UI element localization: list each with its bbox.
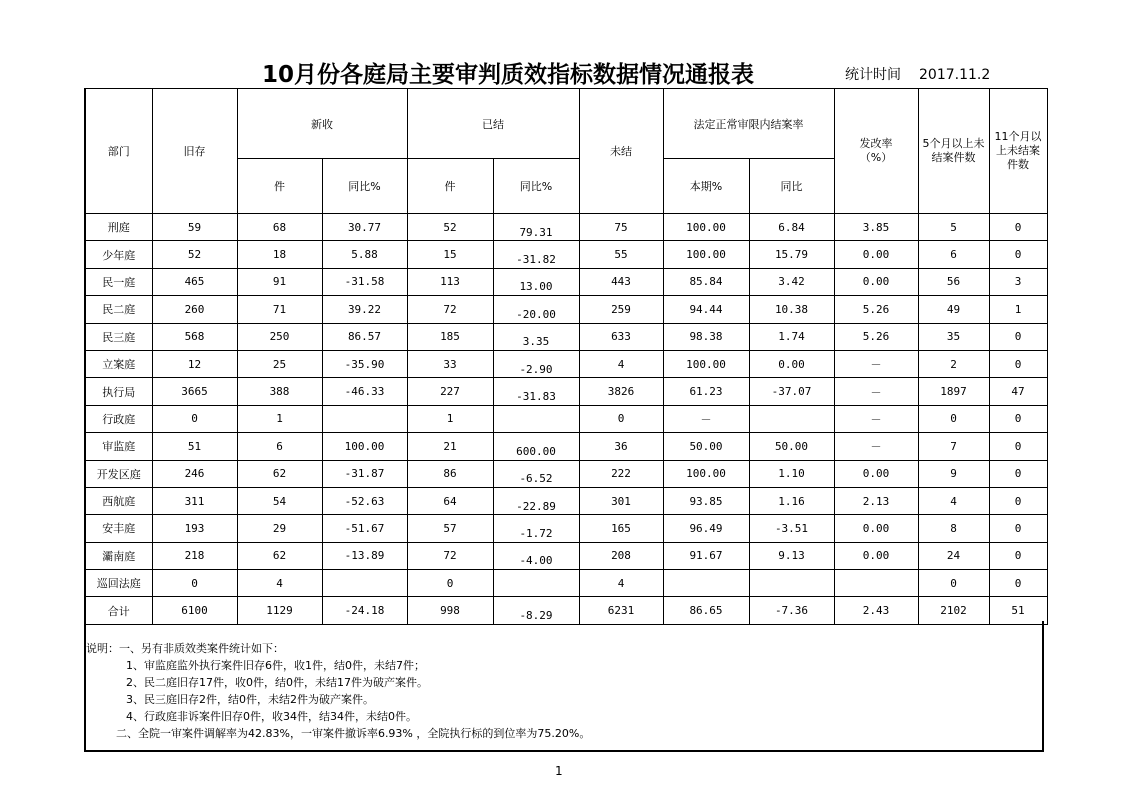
- cell-new-yoy: -52.63: [322, 487, 407, 514]
- cell-rate: 86.65: [663, 597, 749, 624]
- header-closed-count: 件: [407, 159, 493, 214]
- cell-over5: 0: [918, 570, 989, 597]
- cell-over5: 6: [918, 241, 989, 268]
- header-over5: 5个月以上未结案件数: [918, 89, 989, 214]
- cell-reversal: 5.26: [834, 296, 918, 323]
- cell-over5: 0: [918, 405, 989, 432]
- cell-dept: 合计: [85, 597, 152, 624]
- cell-closed: 185: [407, 323, 493, 350]
- cell-over11: 0: [989, 542, 1047, 569]
- note-line: 4、行政庭非诉案件旧存0件，收34件，结34件，未结0件。: [126, 710, 417, 723]
- cell-reversal: 2.13: [834, 487, 918, 514]
- cell-dept: 巡回法庭: [85, 570, 152, 597]
- cell-over5: 1897: [918, 378, 989, 405]
- cell-closed-yoy: 13.00: [493, 268, 579, 295]
- table-row: [85, 323, 1047, 350]
- cell-dept: 审监庭: [85, 433, 152, 460]
- cell-rate-yoy: 6.84: [749, 214, 834, 241]
- cell-old: 51: [152, 433, 237, 460]
- cell-new-yoy: -13.89: [322, 542, 407, 569]
- cell-reversal: 0.00: [834, 241, 918, 268]
- cell-rate: 100.00: [663, 460, 749, 487]
- cell-rate-yoy: 1.74: [749, 323, 834, 350]
- cell-new: 250: [237, 323, 322, 350]
- stat-time-label: 统计时间: [845, 67, 901, 83]
- cell-new-yoy: -35.90: [322, 350, 407, 377]
- cell-new: 68: [237, 214, 322, 241]
- stat-time: [845, 64, 990, 84]
- cell-pending: 75: [579, 214, 663, 241]
- cell-pending: 6231: [579, 597, 663, 624]
- cell-dept: 西航庭: [85, 487, 152, 514]
- note-line: 1、审监庭监外执行案件旧存6件，收1件，结0件，未结7件；: [126, 659, 425, 672]
- cell-old: 311: [152, 487, 237, 514]
- cell-reversal: 5.26: [834, 323, 918, 350]
- header-legal-current: 本期%: [663, 159, 749, 214]
- cell-closed-yoy: 79.31: [493, 214, 579, 241]
- cell-closed: 15: [407, 241, 493, 268]
- cell-rate: [663, 570, 749, 597]
- cell-rate-yoy: 50.00: [749, 433, 834, 460]
- cell-new: 54: [237, 487, 322, 514]
- table-row: [85, 542, 1047, 569]
- cell-over11: 0: [989, 570, 1047, 597]
- cell-over11: 51: [989, 597, 1047, 624]
- cell-over11: 0: [989, 214, 1047, 241]
- cell-over5: 4: [918, 487, 989, 514]
- cell-over5: 2: [918, 350, 989, 377]
- cell-pending: 208: [579, 542, 663, 569]
- cell-new: 62: [237, 542, 322, 569]
- cell-closed-yoy: -4.00: [493, 542, 579, 569]
- table-row: [85, 296, 1047, 323]
- cell-closed: 0: [407, 570, 493, 597]
- cell-new-yoy: -51.67: [322, 515, 407, 542]
- table-row: [85, 350, 1047, 377]
- cell-over11: 0: [989, 487, 1047, 514]
- cell-rate-yoy: 9.13: [749, 542, 834, 569]
- cell-pending: 36: [579, 433, 663, 460]
- cell-new-yoy: [322, 570, 407, 597]
- cell-new-yoy: -31.87: [322, 460, 407, 487]
- cell-reversal: 0.00: [834, 542, 918, 569]
- cell-closed: 72: [407, 296, 493, 323]
- cell-over11: 3: [989, 268, 1047, 295]
- table-row: [85, 241, 1047, 268]
- cell-closed: 86: [407, 460, 493, 487]
- cell-rate-yoy: 3.42: [749, 268, 834, 295]
- header-reversal: 发改率（%）: [834, 89, 918, 214]
- header-new-count: 件: [237, 159, 322, 214]
- cell-rate-yoy: 1.16: [749, 487, 834, 514]
- cell-dept: 民一庭: [85, 268, 152, 295]
- cell-reversal: －: [834, 350, 918, 377]
- cell-closed-yoy: -31.83: [493, 378, 579, 405]
- cell-closed-yoy: -22.89: [493, 487, 579, 514]
- header-closed: 已结: [407, 89, 579, 159]
- cell-over11: 47: [989, 378, 1047, 405]
- cell-reversal: 2.43: [834, 597, 918, 624]
- cell-rate-yoy: 0.00: [749, 350, 834, 377]
- header-new: 新收: [237, 89, 407, 159]
- cell-closed: 57: [407, 515, 493, 542]
- table-row: [85, 487, 1047, 514]
- cell-new: 62: [237, 460, 322, 487]
- cell-over5: 56: [918, 268, 989, 295]
- cell-new: 1: [237, 405, 322, 432]
- cell-dept: 民三庭: [85, 323, 152, 350]
- cell-new: 91: [237, 268, 322, 295]
- table-row: [85, 214, 1047, 241]
- cell-old: 0: [152, 570, 237, 597]
- cell-closed: 52: [407, 214, 493, 241]
- cell-over11: 0: [989, 241, 1047, 268]
- cell-pending: 4: [579, 350, 663, 377]
- note-line: 2、民二庭旧存17件，收0件，结0件，未结17件为破产案件。: [126, 676, 428, 689]
- cell-rate: 96.49: [663, 515, 749, 542]
- cell-new-yoy: 100.00: [322, 433, 407, 460]
- cell-pending: 633: [579, 323, 663, 350]
- cell-rate: －: [663, 405, 749, 432]
- cell-over11: 0: [989, 460, 1047, 487]
- cell-pending: 3826: [579, 378, 663, 405]
- cell-closed-yoy: -31.82: [493, 241, 579, 268]
- cell-pending: 301: [579, 487, 663, 514]
- cell-pending: 165: [579, 515, 663, 542]
- cell-dept: 刑庭: [85, 214, 152, 241]
- cell-dept: 执行局: [85, 378, 152, 405]
- table-row: [85, 433, 1047, 460]
- cell-rate: 100.00: [663, 214, 749, 241]
- cell-over5: 24: [918, 542, 989, 569]
- cell-rate: 98.38: [663, 323, 749, 350]
- stat-time-value: 2017.11.2: [919, 67, 991, 83]
- cell-closed: 72: [407, 542, 493, 569]
- cell-over5: 35: [918, 323, 989, 350]
- notes: [86, 640, 590, 742]
- cell-old: 6100: [152, 597, 237, 624]
- cell-pending: 55: [579, 241, 663, 268]
- cell-over5: 9: [918, 460, 989, 487]
- header-new-yoy: 同比%: [322, 159, 407, 214]
- cell-rate: 93.85: [663, 487, 749, 514]
- cell-rate: 50.00: [663, 433, 749, 460]
- header-dept: 部门: [85, 89, 152, 214]
- cell-new-yoy: 39.22: [322, 296, 407, 323]
- cell-closed: 21: [407, 433, 493, 460]
- table-body: [85, 214, 1047, 625]
- cell-reversal: 0.00: [834, 515, 918, 542]
- cell-over5: 2102: [918, 597, 989, 624]
- cell-new: 25: [237, 350, 322, 377]
- cell-over5: 5: [918, 214, 989, 241]
- table-row: [85, 405, 1047, 432]
- cell-dept: 立案庭: [85, 350, 152, 377]
- cell-rate-yoy: -37.07: [749, 378, 834, 405]
- cell-closed-yoy: -8.29: [493, 597, 579, 624]
- cell-over5: 7: [918, 433, 989, 460]
- table-row: [85, 515, 1047, 542]
- cell-dept: 安丰庭: [85, 515, 152, 542]
- cell-rate: 61.23: [663, 378, 749, 405]
- note-line: 3、民三庭旧存2件，结0件，未结2件为破产案件。: [126, 693, 374, 706]
- page-number: 1: [555, 764, 563, 778]
- cell-closed: 64: [407, 487, 493, 514]
- cell-old: 12: [152, 350, 237, 377]
- cell-closed: 1: [407, 405, 493, 432]
- cell-new-yoy: -24.18: [322, 597, 407, 624]
- table-row: [85, 378, 1047, 405]
- cell-over5: 8: [918, 515, 989, 542]
- cell-closed-yoy: -6.52: [493, 460, 579, 487]
- cell-closed: 33: [407, 350, 493, 377]
- cell-pending: 4: [579, 570, 663, 597]
- cell-new-yoy: 86.57: [322, 323, 407, 350]
- cell-dept: 少年庭: [85, 241, 152, 268]
- cell-new-yoy: -31.58: [322, 268, 407, 295]
- cell-rate: 100.00: [663, 241, 749, 268]
- cell-reversal: 3.85: [834, 214, 918, 241]
- cell-dept: 灞南庭: [85, 542, 152, 569]
- cell-rate: 91.67: [663, 542, 749, 569]
- cell-new: 29: [237, 515, 322, 542]
- header-old: 旧存: [152, 89, 237, 214]
- cell-over11: 0: [989, 350, 1047, 377]
- cell-old: 465: [152, 268, 237, 295]
- header-pending: 未结: [579, 89, 663, 214]
- cell-new: 6: [237, 433, 322, 460]
- cell-over11: 0: [989, 515, 1047, 542]
- cell-old: 246: [152, 460, 237, 487]
- cell-rate-yoy: -3.51: [749, 515, 834, 542]
- header-closed-yoy: 同比%: [493, 159, 579, 214]
- cell-dept: 行政庭: [85, 405, 152, 432]
- cell-old: 568: [152, 323, 237, 350]
- header-legal-rate: 法定正常审限内结案率: [663, 89, 834, 159]
- cell-rate-yoy: [749, 405, 834, 432]
- cell-rate-yoy: [749, 570, 834, 597]
- cell-closed: 227: [407, 378, 493, 405]
- cell-new: 71: [237, 296, 322, 323]
- cell-rate-yoy: 10.38: [749, 296, 834, 323]
- cell-reversal: －: [834, 405, 918, 432]
- cell-rate: 100.00: [663, 350, 749, 377]
- cell-dept: 民二庭: [85, 296, 152, 323]
- cell-pending: 443: [579, 268, 663, 295]
- cell-rate-yoy: 15.79: [749, 241, 834, 268]
- cell-new: 388: [237, 378, 322, 405]
- cell-reversal: －: [834, 433, 918, 460]
- cell-pending: 259: [579, 296, 663, 323]
- table-row: [85, 268, 1047, 295]
- cell-over11: 1: [989, 296, 1047, 323]
- header-over11: 11个月以上未结案件数: [989, 89, 1047, 214]
- cell-new: 4: [237, 570, 322, 597]
- cell-old: 59: [152, 214, 237, 241]
- note-line: 二、全院一审案件调解率为42.83%，一审案件撤诉率6.93% ，全院执行标的到位率为75.20%。: [116, 727, 591, 740]
- cell-dept: 开发区庭: [85, 460, 152, 487]
- cell-old: 0: [152, 405, 237, 432]
- header-legal-yoy: 同比: [749, 159, 834, 214]
- cell-closed: 998: [407, 597, 493, 624]
- cell-new-yoy: -46.33: [322, 378, 407, 405]
- cell-closed-yoy: 3.35: [493, 323, 579, 350]
- cell-over5: 49: [918, 296, 989, 323]
- cell-reversal: －: [834, 378, 918, 405]
- cell-over11: 0: [989, 433, 1047, 460]
- cell-reversal: 0.00: [834, 460, 918, 487]
- cell-closed: 113: [407, 268, 493, 295]
- cell-new: 1129: [237, 597, 322, 624]
- cell-closed-yoy: 600.00: [493, 433, 579, 460]
- cell-reversal: [834, 570, 918, 597]
- report-title: 10月份各庭局主要审判质效指标数据情况通报表: [262, 62, 755, 88]
- cell-old: 52: [152, 241, 237, 268]
- cell-rate-yoy: 1.10: [749, 460, 834, 487]
- note-line: 说明：一、另有非质效类案件统计如下：: [86, 642, 284, 655]
- cell-pending: 0: [579, 405, 663, 432]
- cell-old: 193: [152, 515, 237, 542]
- cell-rate: 85.84: [663, 268, 749, 295]
- cell-pending: 222: [579, 460, 663, 487]
- cell-closed-yoy: [493, 405, 579, 432]
- cell-new-yoy: 5.88: [322, 241, 407, 268]
- cell-new-yoy: [322, 405, 407, 432]
- cell-new-yoy: 30.77: [322, 214, 407, 241]
- table-row: [85, 460, 1047, 487]
- cell-closed-yoy: -2.90: [493, 350, 579, 377]
- cell-closed-yoy: [493, 570, 579, 597]
- cell-rate-yoy: -7.36: [749, 597, 834, 624]
- cell-over11: 0: [989, 323, 1047, 350]
- table-row: [85, 570, 1047, 597]
- cell-old: 3665: [152, 378, 237, 405]
- report-table: [84, 88, 1048, 625]
- cell-reversal: 0.00: [834, 268, 918, 295]
- cell-closed-yoy: -1.72: [493, 515, 579, 542]
- cell-new: 18: [237, 241, 322, 268]
- cell-old: 260: [152, 296, 237, 323]
- cell-closed-yoy: -20.00: [493, 296, 579, 323]
- cell-over11: 0: [989, 405, 1047, 432]
- cell-rate: 94.44: [663, 296, 749, 323]
- cell-old: 218: [152, 542, 237, 569]
